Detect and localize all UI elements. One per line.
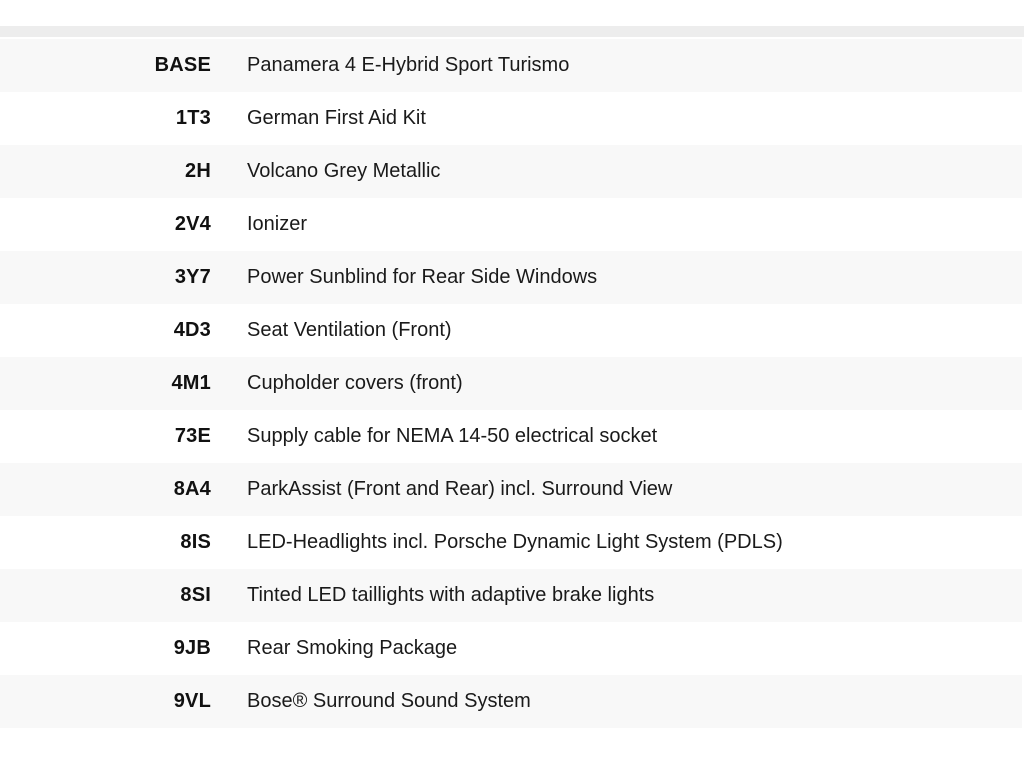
option-description: ParkAssist (Front and Rear) incl. Surround View [247, 478, 673, 500]
table-row [0, 357, 1022, 410]
option-description: Ionizer [247, 213, 308, 235]
option-description: German First Aid Kit [247, 107, 426, 129]
table-row [0, 251, 1022, 304]
options-table [0, 39, 1022, 728]
header-divider [0, 26, 1024, 37]
option-description: Volcano Grey Metallic [247, 160, 441, 182]
option-code: 4D3 [173, 319, 211, 341]
table-row [0, 463, 1022, 516]
table-row [0, 675, 1022, 728]
table-row [0, 92, 1022, 145]
option-description: Tinted LED taillights with adaptive brake lights [247, 584, 655, 606]
option-code: 2V4 [174, 213, 211, 235]
option-code: 4M1 [171, 372, 211, 394]
option-description: Bose® Surround Sound System [247, 690, 531, 712]
option-code: 8SI [180, 584, 211, 606]
option-description: Rear Smoking Package [247, 637, 458, 659]
table-row [0, 145, 1022, 198]
option-description: Supply cable for NEMA 14-50 electrical socket [247, 425, 658, 447]
option-code: 8IS [180, 531, 211, 553]
option-description: Cupholder covers (front) [247, 372, 463, 394]
option-code: 8A4 [173, 478, 211, 500]
table-row [0, 198, 1022, 251]
option-code: 73E [174, 425, 211, 447]
option-description: Panamera 4 E-Hybrid Sport Turismo [247, 54, 570, 76]
table-row [0, 410, 1022, 463]
option-code: 3Y7 [174, 266, 211, 288]
option-description: Seat Ventilation (Front) [247, 319, 452, 341]
option-description: Power Sunblind for Rear Side Windows [247, 266, 598, 288]
option-code: 9VL [173, 690, 211, 712]
option-code: BASE [154, 54, 211, 76]
option-description: LED-Headlights incl. Porsche Dynamic Light System (PDLS) [247, 531, 783, 553]
table-row [0, 304, 1022, 357]
option-code: 9JB [173, 637, 211, 659]
option-code: 2H [185, 160, 211, 182]
table-row [0, 516, 1022, 569]
option-code: 1T3 [175, 107, 211, 129]
table-row [0, 569, 1022, 622]
table-row [0, 622, 1022, 675]
table-row [0, 39, 1022, 92]
